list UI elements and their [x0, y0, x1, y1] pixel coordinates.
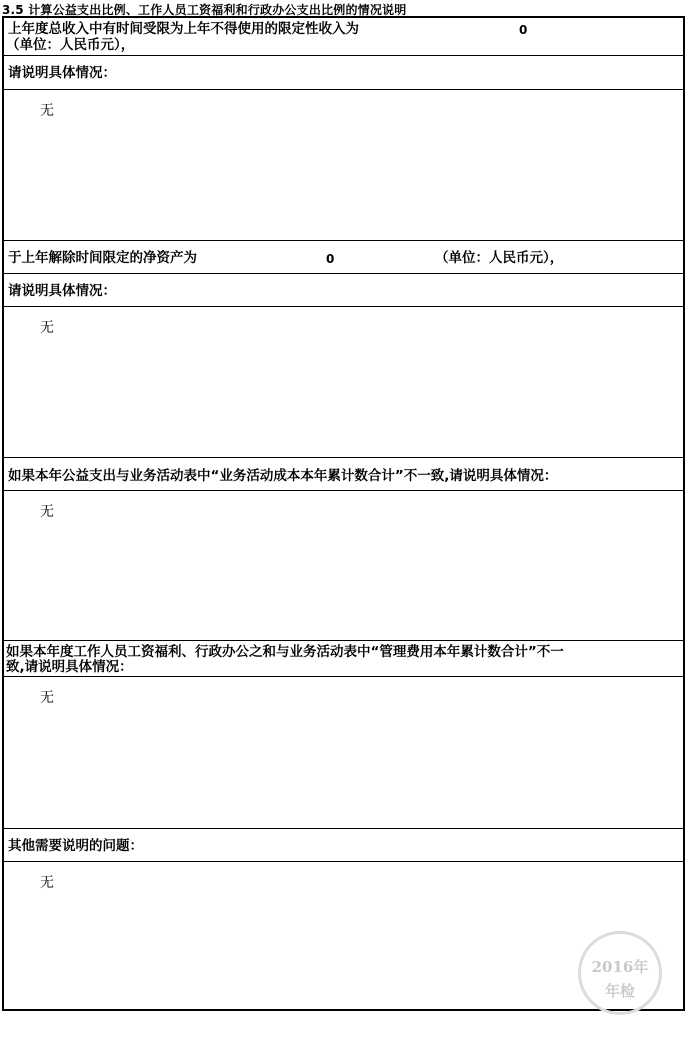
management-fees-prompt-row	[4, 641, 683, 677]
restricted-income-answer-box	[4, 90, 683, 241]
released-net-assets-prompt: 请说明具体情况：	[8, 283, 116, 299]
management-fees-answer-box	[4, 677, 683, 829]
annual-inspection-stamp	[578, 931, 662, 1015]
stamp-year: 2016年	[591, 958, 649, 976]
management-fees-prompt-line1: 如果本年度工作人员工资福利、行政办公之和与业务活动表中“管理费用本年累计数合计”不一	[6, 644, 564, 660]
public-welfare-prompt-row	[4, 458, 683, 491]
stamp-text: 年检	[604, 982, 635, 1000]
other-issues-answer: 无	[40, 875, 54, 891]
released-net-assets-unit: （单位：人民币元），	[435, 250, 564, 266]
restricted-income-prompt: 请说明具体情况：	[8, 65, 116, 81]
section-title: 3.5 计算公益支出比例、工作人员工资福利和行政办公支出比例的情况说明	[2, 3, 407, 17]
restricted-income-answer: 无	[40, 103, 54, 119]
explanation-form	[2, 16, 685, 1011]
management-fees-answer: 无	[40, 690, 54, 706]
released-net-assets-row	[4, 241, 683, 274]
restricted-income-unit: （单位：人民币元），	[6, 37, 135, 53]
other-issues-prompt-row	[4, 829, 683, 862]
restricted-income-label: 上年度总收入中有时间受限为上年不得使用的限定性收入为	[8, 21, 359, 37]
management-fees-prompt-line2: 致,请说明具体情况：	[6, 659, 133, 675]
restricted-income-row	[4, 18, 683, 56]
other-issues-prompt: 其他需要说明的问题：	[8, 838, 143, 854]
public-welfare-answer-box	[4, 491, 683, 641]
released-net-assets-answer-box	[4, 307, 683, 458]
public-welfare-answer: 无	[40, 504, 54, 520]
released-net-assets-prompt-row	[4, 274, 683, 307]
released-net-assets-label: 于上年解除时间限定的净资产为	[8, 250, 197, 266]
released-net-assets-value: 0	[326, 252, 335, 266]
restricted-income-prompt-row	[4, 56, 683, 90]
restricted-income-value: 0	[519, 23, 528, 37]
released-net-assets-answer: 无	[40, 320, 54, 336]
public-welfare-prompt: 如果本年公益支出与业务活动表中“业务活动成本本年累计数合计”不一致,请说明具体情况：	[8, 468, 558, 484]
